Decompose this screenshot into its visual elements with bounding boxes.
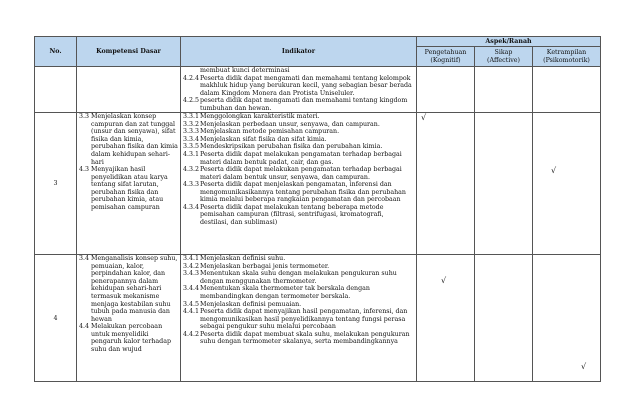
indikator-text: Peserta didik dapat melakukan pengamatan terhadap berbagai materi dalam bentuk padat, cair, dan gas. xyxy=(200,151,402,166)
check-mark: √ xyxy=(551,166,557,176)
keterampilan-cell xyxy=(533,67,601,113)
indikator-text: Peserta didik dapat membuat skala suhu, melakukan pengukuran suhu dengan termometer skalanya, serta membandingkannya xyxy=(200,330,410,346)
indikator-cell xyxy=(181,255,417,382)
indikator-item xyxy=(183,255,414,263)
indikator-text: Menjelaskan sifat fisika dan sifat kimia. xyxy=(200,135,327,143)
indikator-num: 3.3.3 xyxy=(183,128,200,136)
kd-num: 4.4 xyxy=(79,323,90,331)
indikator-num: 4.3.2 xyxy=(183,166,200,174)
indikator-text: Menentukan skala thermometer tak berskala dengan membandingkan dengan termometer berskala. xyxy=(200,285,370,301)
header-pengetahuan xyxy=(417,47,475,67)
indikator-text: Menjelaskan definisi pemuaian. xyxy=(200,300,302,308)
indikator-num: 3.4.4 xyxy=(183,285,200,293)
indikator-num: 3.4.2 xyxy=(183,262,200,270)
header-keterampilan xyxy=(533,47,601,67)
check-mark: √ xyxy=(441,276,447,286)
keterampilan-cell xyxy=(533,255,601,382)
indikator-text: Menggolongkan karakteristik materi. xyxy=(200,113,320,121)
kd-num: 3.4 xyxy=(79,255,90,263)
indikator-text: peserta didik dapat mengamati dan memahami tentang kingdom tumbuhan dan hewan. xyxy=(200,97,408,112)
indikator-item xyxy=(183,75,414,98)
indikator-num: 4.3.3 xyxy=(183,181,200,189)
indikator-item xyxy=(183,128,414,136)
no-cell xyxy=(35,67,77,113)
indikator-item xyxy=(183,121,414,129)
kd-text: Menyajikan hasil penyelidikan atau karya tentang sifat larutan, perubahan fisika dan perubahan kimia, atau pemisahan campuran xyxy=(91,166,168,211)
check-mark: √ xyxy=(581,362,587,372)
indikator-num: 3.4.5 xyxy=(183,300,200,308)
competency-table xyxy=(34,36,601,382)
kd-cell xyxy=(77,255,181,382)
indikator-num: 3.3.5 xyxy=(183,143,200,151)
kd-text: Menganalisis konsep suhu, pemuaian, kalor, perpindahan kalor, dan penerapannya dalam kehidupan sehari-hari termasuk mekanisme menjaga kestabilan suhu tubuh pada manusia dan hewan xyxy=(91,255,178,323)
indikator-item xyxy=(183,67,414,75)
kd-text: Menjelaskan konsep campuran dan zat tunggal (unsur dan senyawa), sifat fisika dan kimia, perubahan fisika dan kimia dalam kehidupan sehari-hari xyxy=(91,113,178,166)
document-page xyxy=(34,36,600,382)
header-no: No. xyxy=(35,37,77,67)
indikator-num: 3.4.3 xyxy=(183,270,200,278)
table-row xyxy=(35,255,601,382)
indikator-cell xyxy=(181,67,417,113)
kd-cell xyxy=(77,113,181,255)
sikap-cell xyxy=(475,67,533,113)
header-indikator: Indikator xyxy=(181,37,417,67)
kd-num: 4.3 xyxy=(79,166,90,174)
header-kompetensi-dasar: Kompetensi Dasar xyxy=(77,37,181,67)
indikator-num: 4.4.1 xyxy=(183,308,200,316)
header-keterampilan-sub: (Psikomotorik) xyxy=(543,56,590,64)
header-aspek-ranah: Aspek/Ranah xyxy=(417,37,601,47)
keterampilan-cell xyxy=(533,113,601,255)
indikator-text: Menentukan skala suhu dengan melakukan pengukuran suhu dengan menggunakan thermometer. xyxy=(200,270,397,285)
table-row xyxy=(35,67,601,113)
kd-item xyxy=(79,113,178,166)
indikator-num: 4.2.4 xyxy=(183,74,200,82)
pengetahuan-cell xyxy=(417,113,475,255)
header-sikap-sub: (Affective) xyxy=(487,56,520,64)
indikator-text: membuat kunci determinasi xyxy=(200,67,290,74)
indikator-num: 4.4.2 xyxy=(183,330,200,338)
indikator-item xyxy=(183,331,414,346)
header-pengetahuan-label: Pengetahuan xyxy=(424,48,467,56)
indikator-num: 4.3.1 xyxy=(183,151,200,159)
indikator-num xyxy=(183,67,200,75)
indikator-num: 3.3.2 xyxy=(183,120,200,128)
indikator-item xyxy=(183,136,414,144)
table-row xyxy=(35,113,601,255)
pengetahuan-cell xyxy=(417,255,475,382)
check-mark: √ xyxy=(421,113,427,123)
indikator-cell xyxy=(181,113,417,255)
kd-num: 3.3 xyxy=(79,113,90,121)
sikap-cell xyxy=(475,255,533,382)
header-sikap xyxy=(475,47,533,67)
indikator-item xyxy=(183,301,414,309)
kd-item xyxy=(79,255,178,323)
sikap-cell xyxy=(475,113,533,255)
indikator-text: Peserta didik dapat menjelaskan pengamatan, inferensi dan mengomunikasikannya tentang perubahan fisika dan perubahan kimia melalui beberapa rangkaian pengamatan dan percobaan xyxy=(200,181,406,204)
indikator-item xyxy=(183,285,414,300)
indikator-text: Menjelaskan berbagai jenis termometer. xyxy=(200,262,330,270)
indikator-num: 4.3.4 xyxy=(183,203,200,211)
indikator-text: Peserta didik dapat melakukan pengamatan terhadap berbagai materi dalam bentuk unsur, senyawa, dan campuran. xyxy=(200,166,402,181)
kd-cell xyxy=(77,67,181,113)
indikator-item xyxy=(183,97,414,112)
indikator-text: Menjelaskan perbedaan unsur, senyawa, dan campuran. xyxy=(200,120,380,128)
indikator-num: 4.2.5 xyxy=(183,97,200,105)
indikator-item xyxy=(183,270,414,285)
indikator-item xyxy=(183,143,414,151)
no-cell: 4 xyxy=(35,255,77,382)
header-keterampilan-label: Ketrampilan xyxy=(546,48,587,56)
indikator-num: 3.3.4 xyxy=(183,135,200,143)
kd-text: Melakukan percobaan untuk menyelidiki pengaruh kalor terhadap suhu dan wujud xyxy=(91,323,171,353)
indikator-item xyxy=(183,308,414,331)
indikator-num: 3.4.1 xyxy=(183,255,200,263)
indikator-item xyxy=(183,204,414,227)
indikator-item xyxy=(183,263,414,271)
no-cell: 3 xyxy=(35,113,77,255)
kd-item xyxy=(79,323,178,353)
indikator-text: Mendeskripsikan perubahan fisika dan perubahan kimia. xyxy=(200,143,383,151)
header-pengetahuan-sub: (Kognitif) xyxy=(430,56,461,64)
indikator-text: Peserta didik dapat mengamati dan memahami tentang kelompok makhluk hidup yang berukuran kecil, yang sebagian besar berada dalam Kingdom Monera dan Protista Uniseluler. xyxy=(200,74,412,97)
indikator-item xyxy=(183,113,414,121)
indikator-text: Menjelaskan definisi suhu. xyxy=(200,255,286,263)
indikator-text: Menjelaskan metode pemisahan campuran. xyxy=(200,128,340,136)
indikator-item xyxy=(183,181,414,204)
header-sikap-label: Sikap xyxy=(494,48,513,56)
indikator-num: 3.3.1 xyxy=(183,113,200,121)
pengetahuan-cell xyxy=(417,67,475,113)
indikator-text: Peserta didik dapat menyajikan hasil pengamatan, inferensi, dan mengomunikasikan hasil penyelidikannya tentang fungsi perasa sebagai pengukur suhu melalui percobaan xyxy=(200,308,408,331)
indikator-item xyxy=(183,166,414,181)
indikator-text: Peserta didik dapat melakukan tentang beberapa metode pemisahan campuran (filtrasi, sentrifugasi, kromatografi, destilasi, dan sublimasi) xyxy=(200,203,384,226)
indikator-item xyxy=(183,151,414,166)
kd-item xyxy=(79,166,178,211)
